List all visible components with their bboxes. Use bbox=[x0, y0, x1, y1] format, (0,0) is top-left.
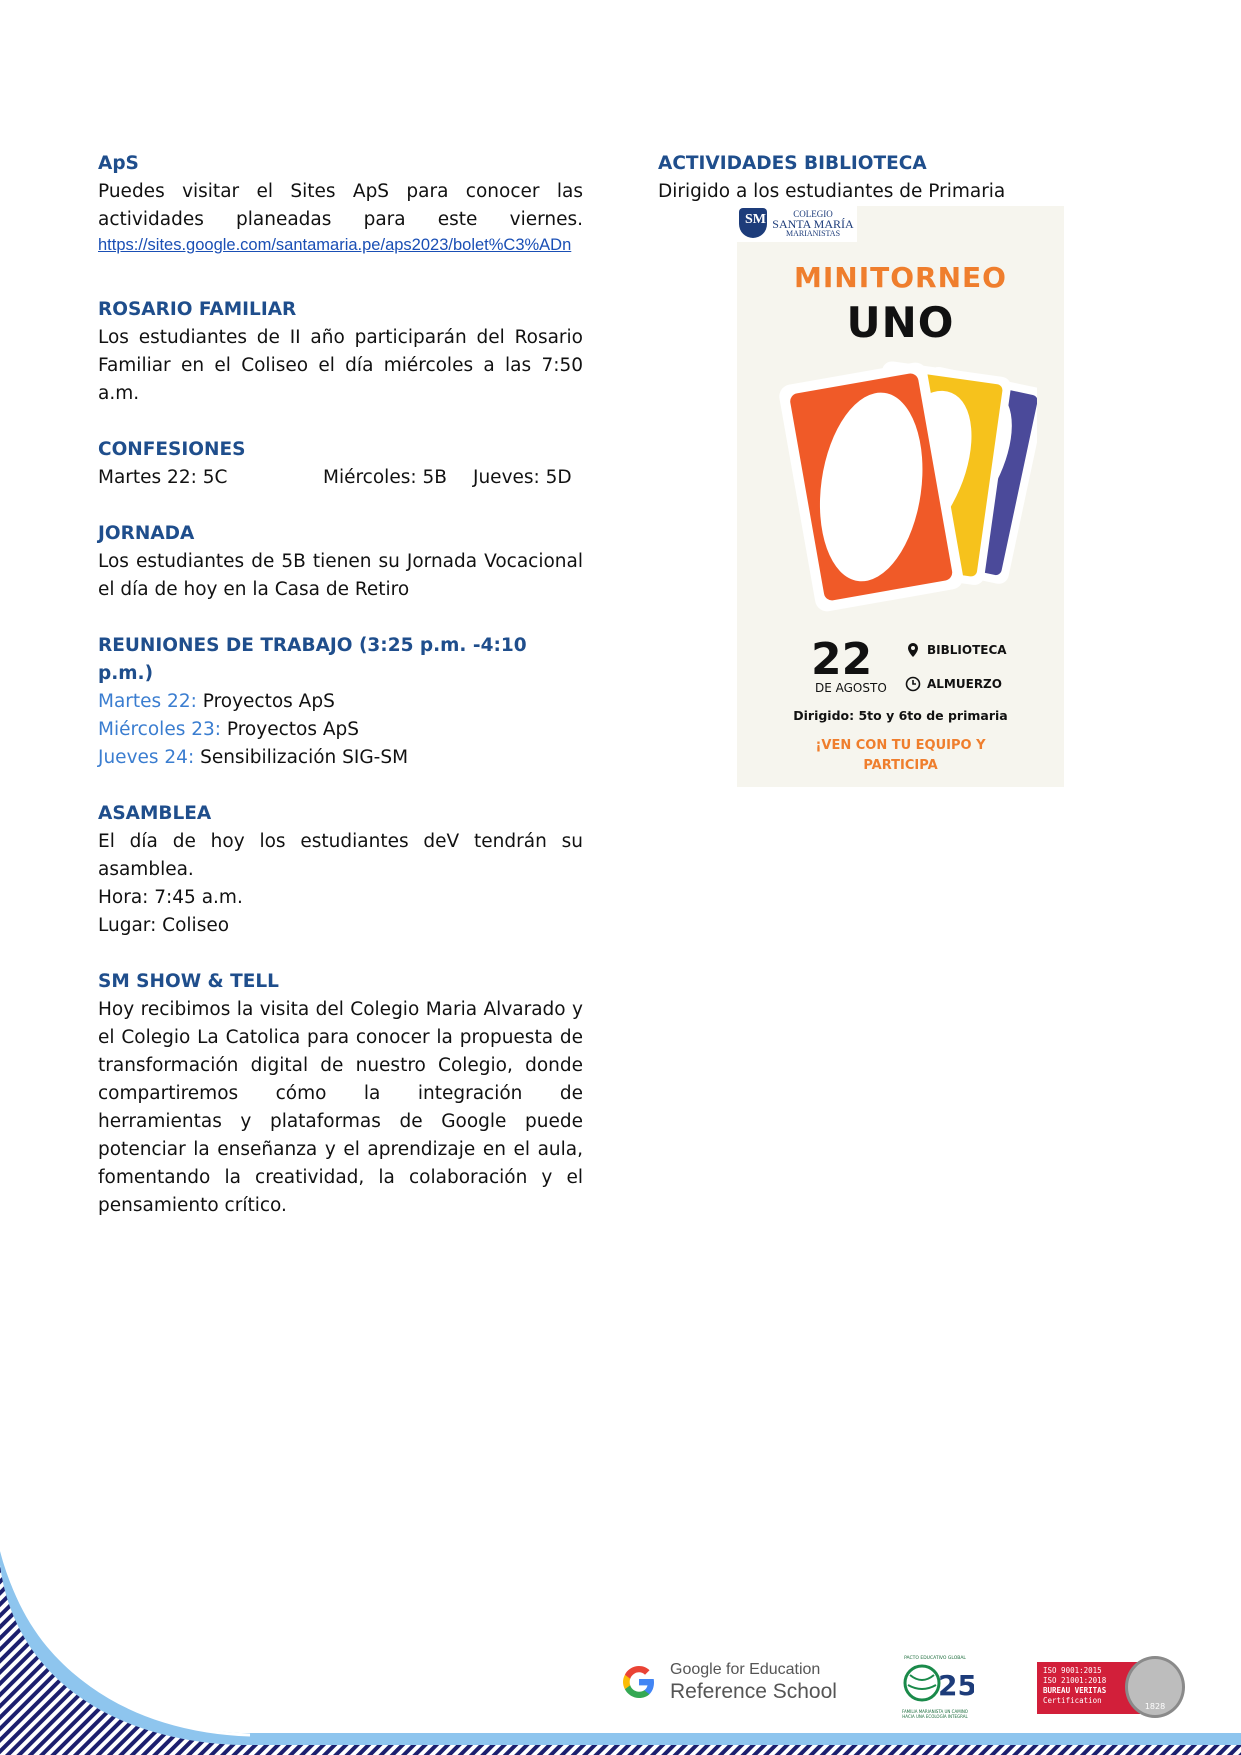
reuniones-value: Proyectos ApS bbox=[226, 719, 359, 740]
bv-line: ISO 21001:2018 bbox=[1043, 1676, 1107, 1685]
eco-bottom-text: FAMILIA MARIANISTA UN CAMINO HACIA UNA ECOLOGÍA INTEGRAL bbox=[902, 1709, 968, 1719]
biblioteca-title: ACTIVIDADES BIBLIOTECA bbox=[658, 153, 927, 174]
uno-cards-illustration bbox=[767, 351, 1037, 621]
reuniones-label: Martes 22: bbox=[98, 691, 197, 712]
aps-text: Puedes visitar el Sites ApS para conocer las actividades planeadas para este viernes. bbox=[98, 181, 583, 230]
confesiones-item: Martes 22: 5C bbox=[98, 467, 228, 488]
rosario-title: ROSARIO FAMILIAR bbox=[98, 299, 297, 320]
jornada-text: Los estudiantes de 5B tienen su Jornada Vocacional el día de hoy en la Casa de Retiro bbox=[98, 551, 583, 600]
event-time-label: ALMUERZO bbox=[927, 677, 1002, 691]
reuniones-title: REUNIONES DE TRABAJO (3:25 p.m. -4:10 p.m.) bbox=[98, 635, 527, 684]
jornada-title: JORNADA bbox=[98, 523, 195, 544]
uno-tournament-poster bbox=[737, 206, 1064, 787]
confesiones-item: Miércoles: 5B bbox=[323, 467, 447, 488]
bv-line: Certification bbox=[1043, 1696, 1102, 1705]
cta-line: ¡VEN CON TU EQUIPO Y bbox=[815, 738, 986, 753]
show-title: SM SHOW & TELL bbox=[98, 971, 279, 992]
reuniones-row bbox=[98, 688, 583, 716]
shield-icon: SM bbox=[739, 208, 767, 238]
poster-title-uno: UNO bbox=[846, 298, 955, 347]
google-for-education-logo bbox=[620, 1660, 837, 1704]
logo-line: SANTA MARÍA bbox=[772, 217, 854, 231]
event-cta bbox=[737, 736, 1064, 776]
confesiones-title: CONFESIONES bbox=[98, 439, 246, 460]
show-text: Hoy recibimos la visita del Colegio Maria Alvarado y el Colegio La Catolica para conocer la propuesta de transformación digital de nuestro Colegio, donde compartiremos cómo la integración de herramientas y plataformas de Google puede potenciar la enseñanza y el aprendizaje en el aula, fomentando la creatividad, la colaboración y el pensamiento crítico. bbox=[98, 999, 583, 1216]
reuniones-row bbox=[98, 716, 583, 744]
rosario-text: Los estudiantes de II año participarán del Rosario Familiar en el Coliseo el día miércoles a las 7:50 a.m. bbox=[98, 327, 583, 404]
event-time bbox=[905, 676, 1002, 692]
gfe-line2: Reference School bbox=[670, 1680, 837, 1703]
bv-line: ISO 9001:2015 bbox=[1043, 1666, 1102, 1675]
pacto-educativo-logo bbox=[896, 1656, 974, 1718]
event-place-label: BIBLIOTECA bbox=[927, 643, 1007, 657]
bureau-veritas-certification bbox=[1037, 1662, 1192, 1714]
bv-year: 1828 bbox=[1144, 1702, 1166, 1711]
right-column bbox=[658, 150, 1128, 206]
asamblea-hora: Hora: 7:45 a.m. bbox=[98, 887, 243, 908]
reuniones-label: Jueves 24: bbox=[98, 747, 195, 768]
location-pin-icon bbox=[905, 642, 921, 658]
reuniones-value: Sensibilización SIG-SM bbox=[200, 747, 409, 768]
event-month: DE AGOSTO bbox=[815, 681, 887, 695]
svg-text:25: 25 bbox=[938, 1669, 974, 1702]
clock-icon bbox=[905, 676, 921, 692]
asamblea-title: ASAMBLEA bbox=[98, 803, 212, 824]
footer-wave-decoration bbox=[0, 1545, 1241, 1755]
globe-25-icon bbox=[896, 1661, 974, 1705]
google-g-icon bbox=[620, 1663, 658, 1701]
reuniones-label: Miércoles 23: bbox=[98, 719, 221, 740]
asamblea-lugar: Lugar: Coliseo bbox=[98, 915, 230, 936]
event-day: 22 bbox=[811, 634, 873, 685]
bureau-veritas-seal-icon bbox=[1125, 1656, 1185, 1718]
confesiones-row bbox=[98, 464, 583, 492]
left-column bbox=[98, 150, 583, 1220]
cta-line: PARTICIPA bbox=[863, 758, 938, 773]
bv-line: BUREAU VERITAS bbox=[1043, 1686, 1107, 1695]
eco-top-text: PACTO EDUCATIVO GLOBAL bbox=[904, 1656, 966, 1661]
aps-title: ApS bbox=[98, 153, 139, 174]
reuniones-row bbox=[98, 744, 583, 772]
aps-link[interactable]: https://sites.google.com/santamaria.pe/aps2023/bolet%C3%ADn bbox=[98, 236, 572, 254]
event-place bbox=[905, 642, 1007, 658]
event-audience: Dirigido: 5to y 6to de primaria bbox=[793, 708, 1008, 723]
school-logo bbox=[737, 206, 857, 242]
reuniones-value: Proyectos ApS bbox=[202, 691, 335, 712]
asamblea-text: El día de hoy los estudiantes deV tendrán su asamblea. bbox=[98, 831, 583, 880]
logo-line: COLEGIO bbox=[793, 209, 833, 219]
gfe-line1: Google for Education bbox=[670, 1661, 821, 1678]
biblioteca-subtitle: Dirigido a los estudiantes de Primaria bbox=[658, 181, 1006, 202]
poster-title-main: MINITORNEO bbox=[794, 261, 1007, 294]
logo-line: MARIANISTAS bbox=[785, 229, 841, 238]
confesiones-item: Jueves: 5D bbox=[473, 467, 572, 488]
